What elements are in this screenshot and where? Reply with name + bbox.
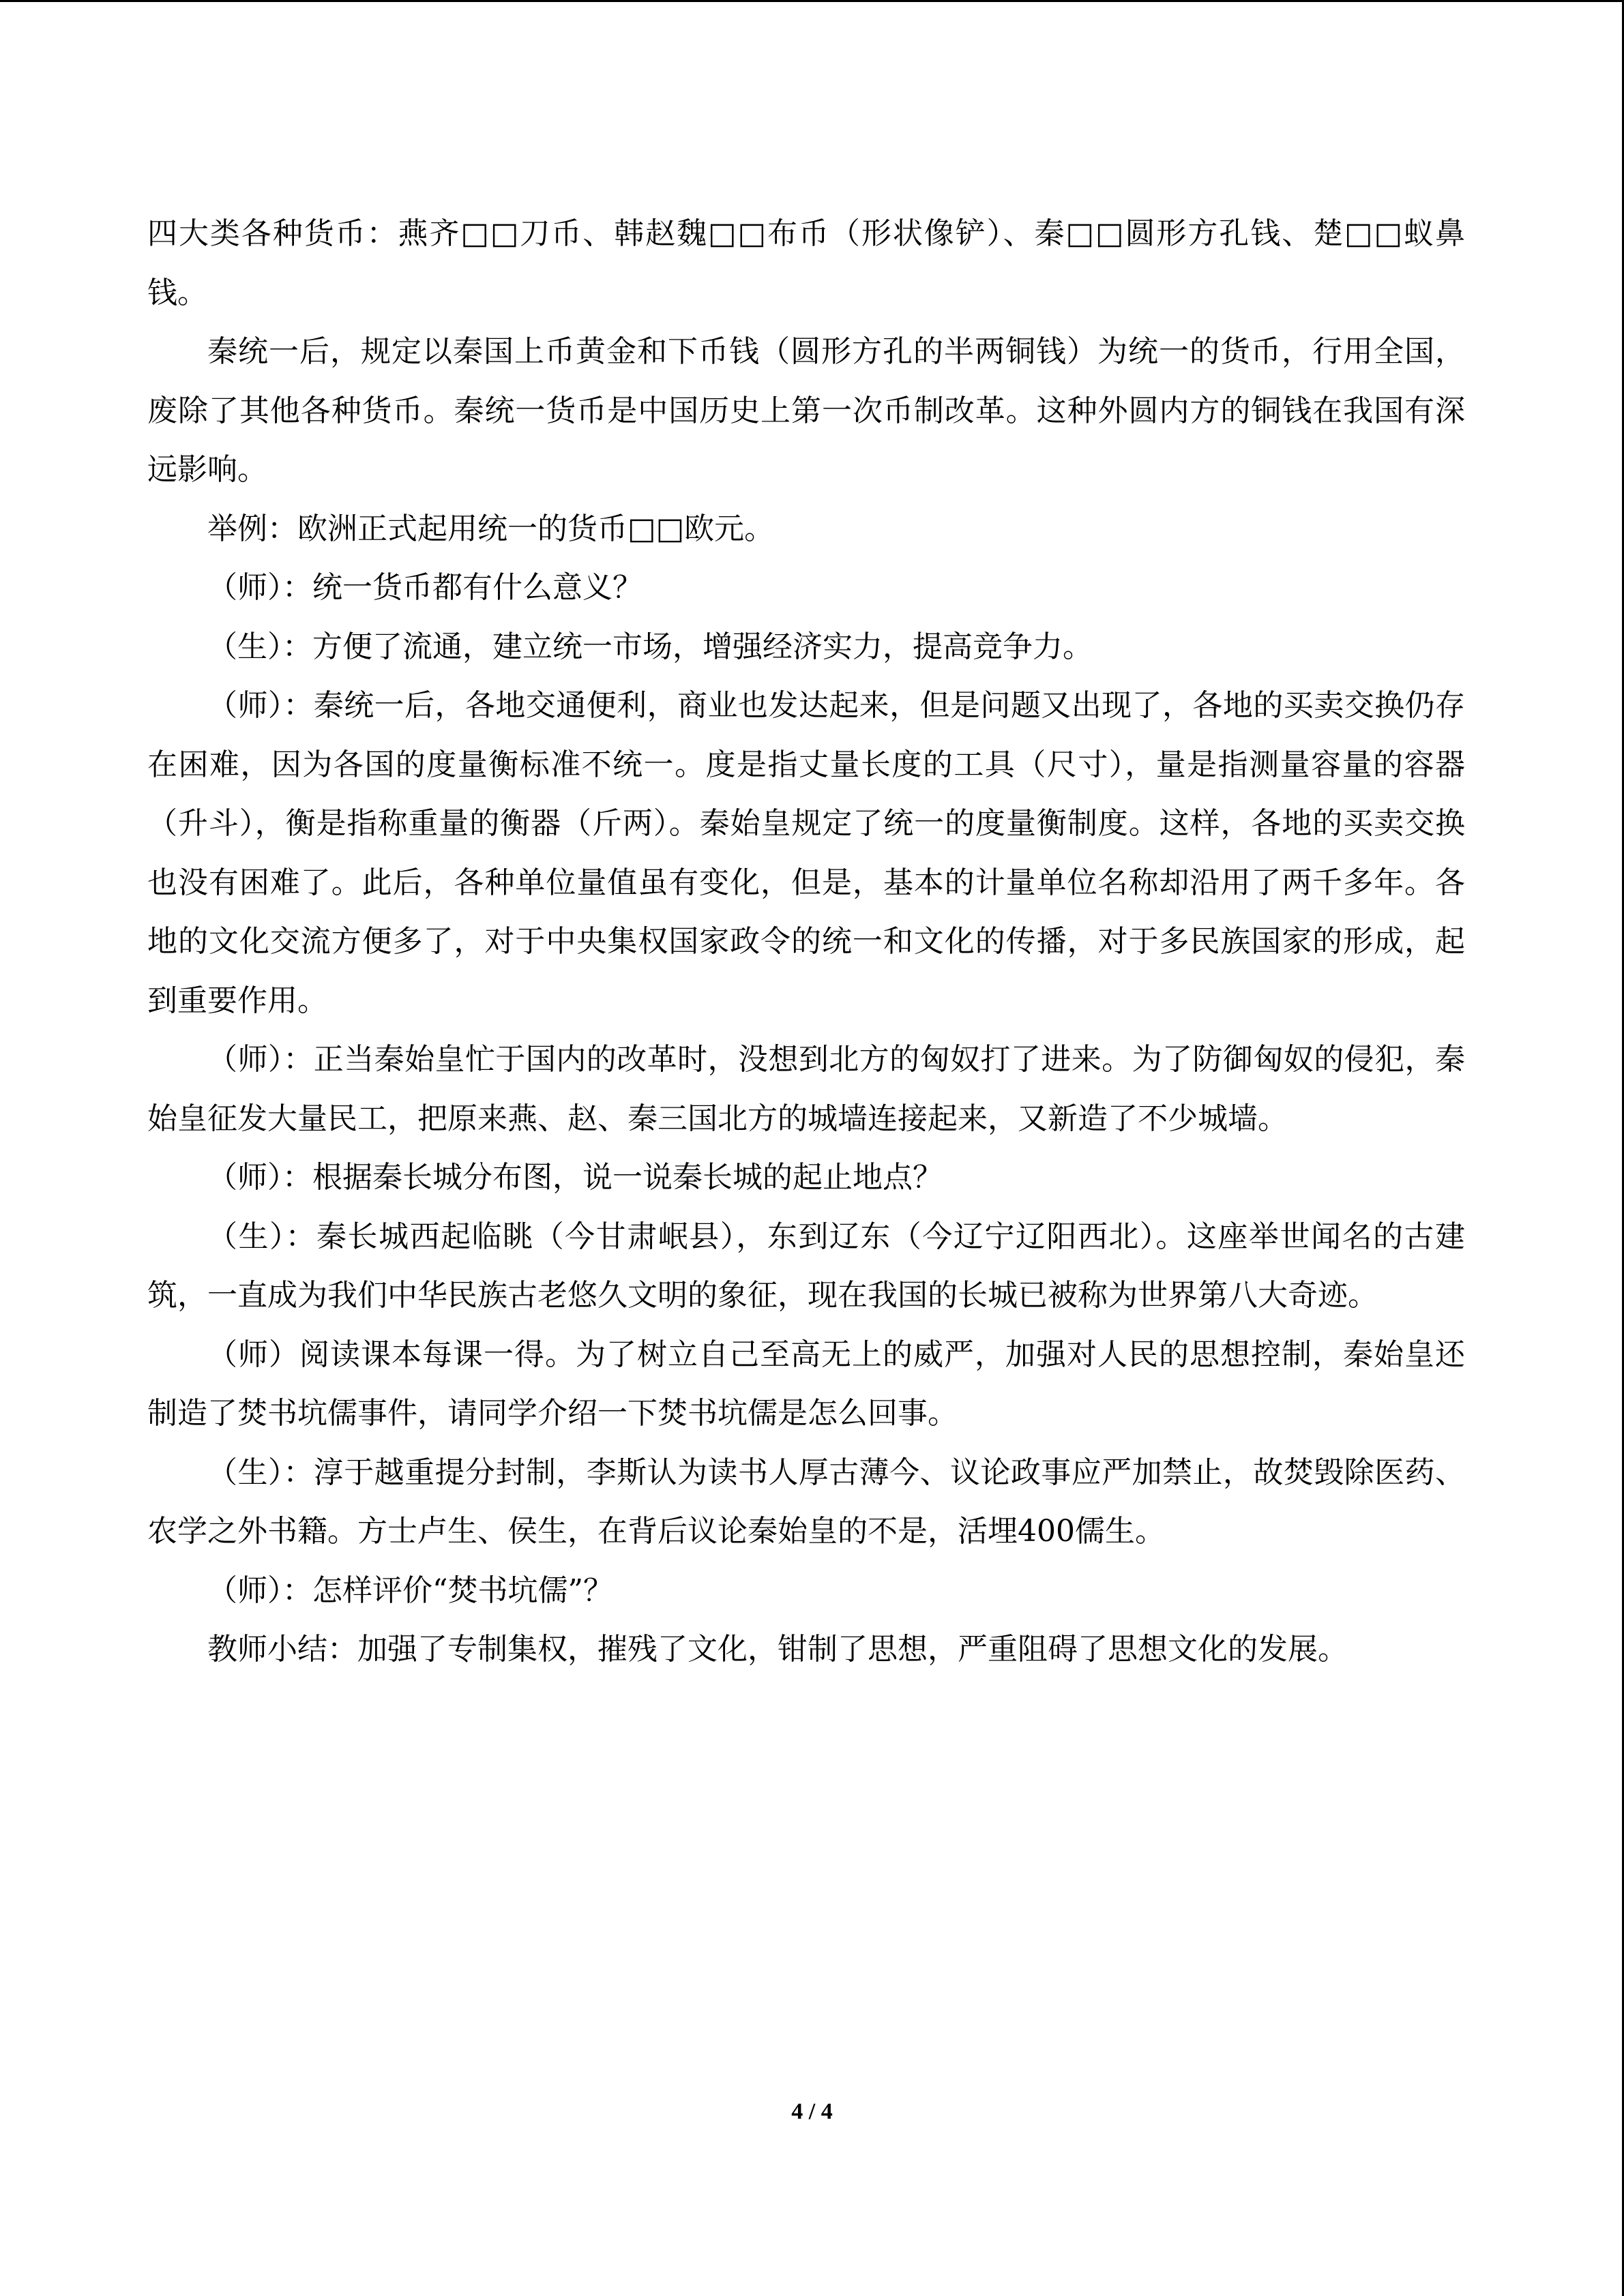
paragraph: （生）：淳于越重提分封制，李斯认为读书人厚古薄今、议论政事应严加禁止，故焚毁除医药、农学之外书籍。方士卢生、侯生，在背后议论秦始皇的不是，活埋400儒生。 — [147, 1455, 1465, 1549]
paragraph: 举例：欧洲正式起用统一的货币□□欧元。 — [207, 511, 775, 546]
paragraph: 四大类各种货币：燕齐□□刀币、韩赵魏□□布币（形状像铲）、秦□□圆形方孔钱、楚□□蚁鼻钱。 — [147, 216, 1465, 310]
paragraph: （师）：怎样评价“焚书坑儒”？ — [207, 1572, 613, 1608]
page-border-top — [0, 0, 1624, 2]
paragraph: （师）：根据秦长城分布图，说一说秦长城的起止地点？ — [207, 1160, 943, 1195]
document-body — [147, 205, 1465, 1680]
paragraph: （师）：正当秦始皇忙于国内的改革时，没想到北方的匈奴打了进来。为了防御匈奴的侵犯，秦始皇征发大量民工，把原来燕、赵、秦三国北方的城墙连接起来，又新造了不少城墙。 — [147, 1042, 1465, 1136]
paragraph: 教师小结：加强了专制集权，摧残了文化，钳制了思想，严重阻碍了思想文化的发展。 — [207, 1632, 1348, 1667]
paragraph: （师）：秦统一后，各地交通便利，商业也发达起来，但是问题又出现了，各地的买卖交换仍存在困难，因为各国的度量衡标准不统一。度是指丈量长度的工具（尺寸），量是指测量容量的容器（升斗），衡是指称重量的衡器（斤两）。秦始皇规定了统一的度量衡制度。这样，各地的买卖交换也没有困难了。此后，各种单位量值虽有变化，但是，基本的计量单位名称却沿用了两千多年。各地的文化交流方便多了，对于中央集权国家政令的统一和文化的传播，对于多民族国家的形成，起到重要作用。 — [147, 688, 1465, 1018]
paragraph: （师）阅读课本每课一得。为了树立自己至高无上的威严，加强对人民的思想控制，秦始皇还制造了焚书坑儒事件，请同学介绍一下焚书坑儒是怎么回事。 — [147, 1337, 1465, 1431]
paragraph: （师）：统一货币都有什么意义？ — [207, 570, 643, 605]
paragraph: （生）：方便了流通，建立统一市场，增强经济实力，提高竞争力。 — [207, 629, 1093, 664]
paragraph: （生）：秦长城西起临眺（今甘肃岷县），东到辽东（今辽宁辽阳西北）。这座举世闻名的古建筑，一直成为我们中华民族古老悠久文明的象征，现在我国的长城已被称为世界第八大奇迹。 — [147, 1219, 1465, 1313]
paragraph: 秦统一后，规定以秦国上币黄金和下币钱（圆形方孔的半两铜钱）为统一的货币，行用全国，废除了其他各种货币。秦统一货币是中国历史上第一次币制改革。这种外圆内方的铜钱在我国有深远影响。 — [147, 334, 1465, 487]
page-number: 4 / 4 — [791, 2099, 833, 2124]
